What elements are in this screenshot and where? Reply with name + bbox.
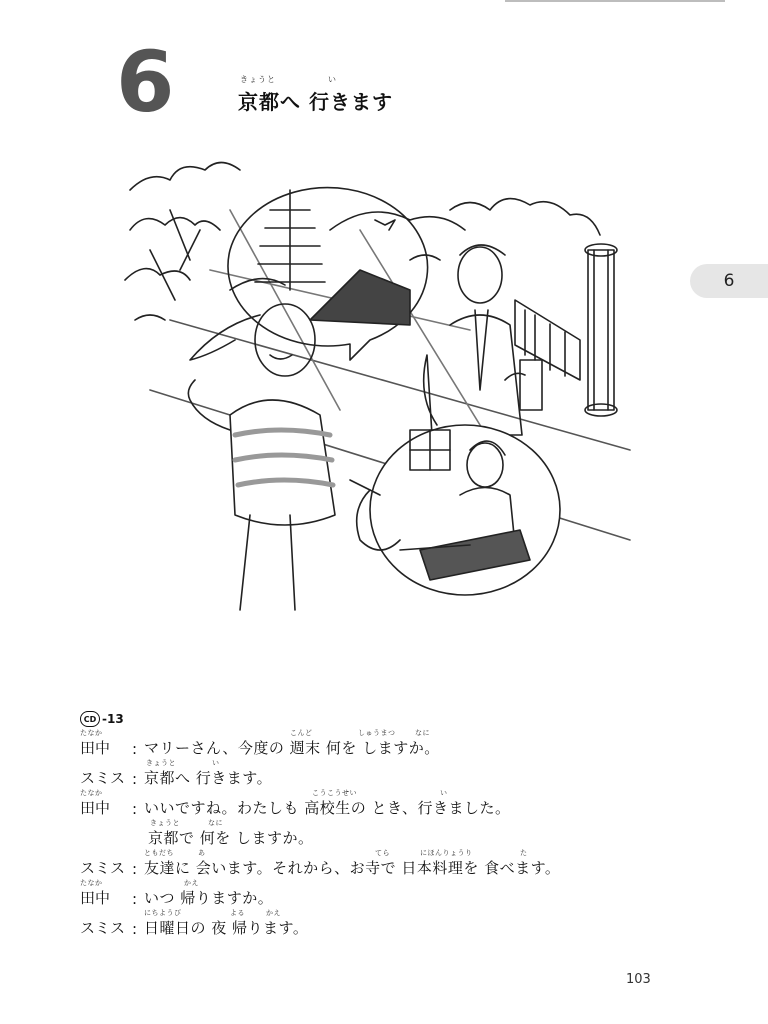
lesson-side-tab[interactable]: 6 [690, 264, 768, 298]
cd-icon: CD [80, 711, 100, 727]
thought-bubble-temple [228, 188, 465, 360]
lesson-title: 京都へ 行きます [238, 90, 393, 114]
speaker-name: スミス [80, 769, 126, 787]
title-ruby-i: い [328, 75, 337, 84]
dialogue-text: マリーさん、今度の 週末 何を しますか。 [144, 739, 440, 757]
ruby: ともだち [144, 849, 174, 857]
ruby: なに [208, 819, 223, 827]
cd-track-label[interactable] [80, 711, 124, 727]
ruby: しゅうまつ [358, 729, 396, 737]
colon: : [132, 890, 138, 908]
ruby: にちようび [144, 909, 182, 917]
ruby: なに [415, 729, 430, 737]
speaker-name: 田中 [80, 889, 111, 907]
title-ruby-kyoto: きょうと [240, 75, 276, 84]
ruby: あ [198, 849, 206, 857]
dialogue-line-5 [80, 848, 680, 878]
colon: : [132, 740, 138, 758]
colon: : [132, 770, 138, 788]
dialogue-line-7 [80, 908, 680, 938]
ruby: きょうと [150, 819, 180, 827]
dialogue-line-4 [80, 818, 680, 848]
ruby: こんど [290, 729, 313, 737]
top-rule [505, 0, 725, 2]
dialogue-line-6 [80, 878, 680, 908]
ruby: かえ [266, 909, 281, 917]
ruby: てら [375, 849, 390, 857]
ruby: た [520, 849, 528, 857]
speaker-name: 田中 [80, 799, 111, 817]
speaker-ruby: たなか [80, 879, 103, 887]
dialogue-line-1 [80, 728, 680, 758]
cd-track-number: -13 [102, 712, 124, 726]
dialogue-text: いつ 帰りますか。 [144, 889, 274, 907]
colon: : [132, 860, 138, 878]
lesson-number: 6 [116, 33, 175, 131]
ruby: にほんりょうり [420, 849, 473, 857]
colon: : [132, 920, 138, 938]
ruby: い [212, 759, 220, 767]
tree-icon [125, 163, 240, 321]
dialogue-line-2 [80, 758, 680, 788]
dialogue-line-3 [80, 788, 680, 818]
dialogue-text: いいですね。わたしも 高校生の とき、行きました。 [144, 799, 511, 817]
restaurant-bubble [350, 425, 560, 595]
ruby: きょうと [146, 759, 176, 767]
speaker-ruby: たなか [80, 729, 103, 737]
ruby: よる [230, 909, 245, 917]
speaker-name: スミス [80, 919, 126, 937]
lesson-title-block [238, 75, 393, 115]
dialogue-text: 京都へ 行きます。 [144, 769, 273, 787]
kyoto-conversation-illustration [110, 150, 650, 620]
dialogue-text: 京都で 何を しますか。 [148, 829, 314, 847]
page-number: 103 [626, 972, 651, 987]
ruby: かえ [184, 879, 199, 887]
colon: : [132, 800, 138, 818]
speaker-name: スミス [80, 859, 126, 877]
ruby: こうこうせい [312, 789, 357, 797]
dialogue-text: 友達に 会います。それから、お寺で 日本料理を 食べます。 [144, 859, 561, 877]
woman-figure [188, 304, 335, 610]
dialogue-text: 日曜日の 夜 帰ります。 [144, 919, 309, 937]
speaker-ruby: たなか [80, 789, 103, 797]
speaker-name: 田中 [80, 739, 111, 757]
ruby: い [440, 789, 448, 797]
